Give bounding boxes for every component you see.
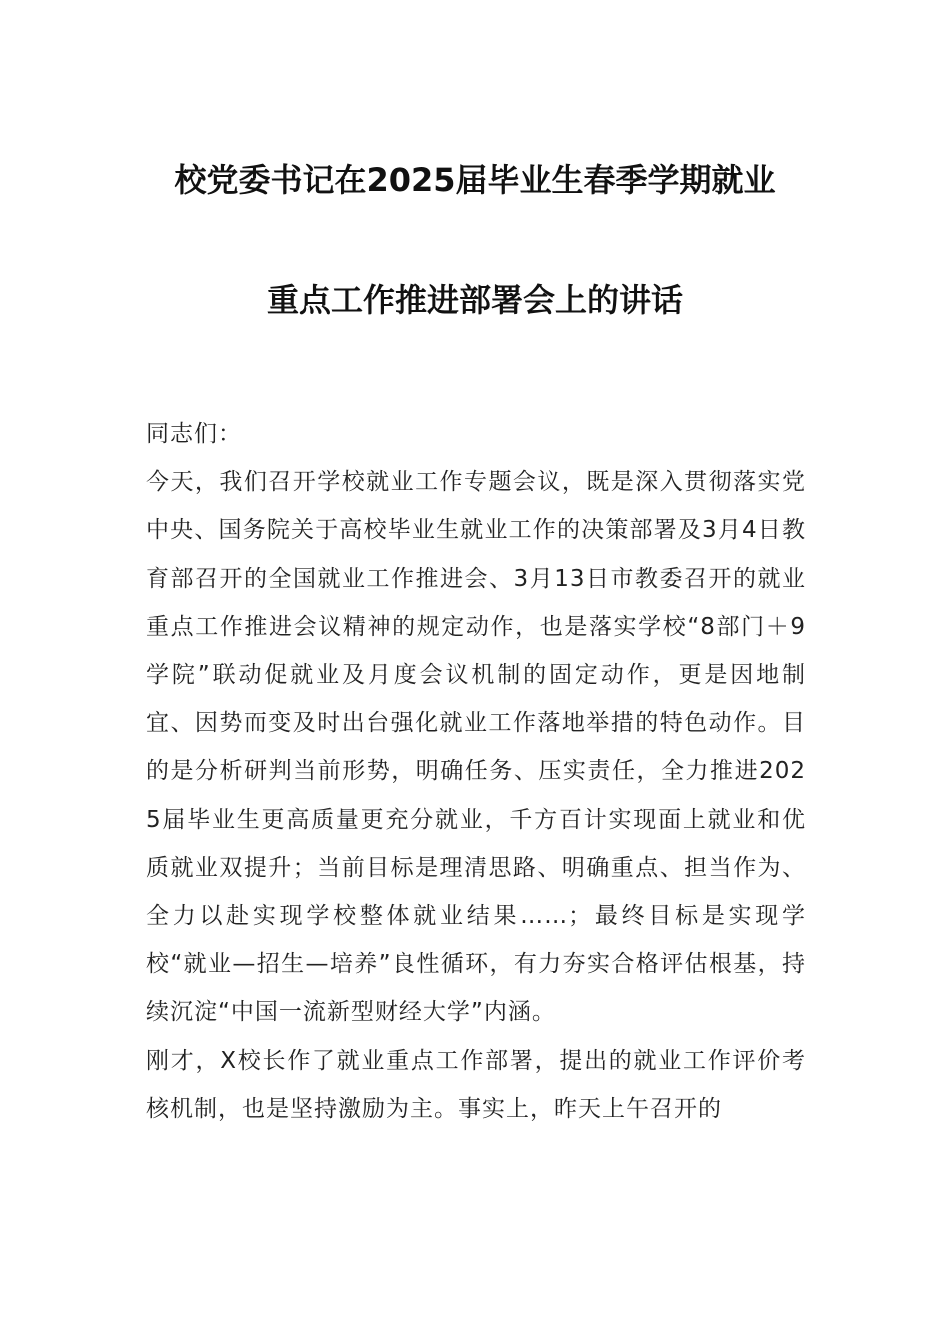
document-body bbox=[146, 410, 806, 1133]
document-title-line-2: 重点工作推进部署会上的讲话 bbox=[266, 281, 683, 319]
salutation: 同志们： bbox=[146, 421, 242, 447]
body-paragraph-2: 刚才，X校长作了就业重点工作部署，提出的就业工作评价考核机制，也是坚持激励为主。事实上，昨天上午召开的 bbox=[146, 1047, 806, 1122]
body-paragraph-1: 今天，我们召开学校就业工作专题会议，既是深入贯彻落实党中央、国务院关于高校毕业生就业工作的决策部署及3月4日教育部召开的全国就业工作推进会、3月13日市教委召开的就业重点工作推进会议精神的规定动作，也是落实学校“8部门＋9学院”联动促就业及月度会议机制的固定动作，更是因地制宜、因势而变及时出台强化就业工作落地举措的特色动作。目的是分析研判当前形势，明确任务、压实责任，全力推进2025届毕业生更高质量更充分就业，千方百计实现面上就业和优质就业双提升；当前目标是理清思路、明确重点、担当作为、全力以赴实现学校整体就业结果……；最终目标是实现学校“就业—招生—培养”良性循环，有力夯实合格评估根基，持续沉淀“中国一流新型财经大学”内涵。 bbox=[146, 469, 806, 1026]
document-title-line-1: 校党委书记在2025届毕业生春季学期就业 bbox=[174, 161, 776, 199]
